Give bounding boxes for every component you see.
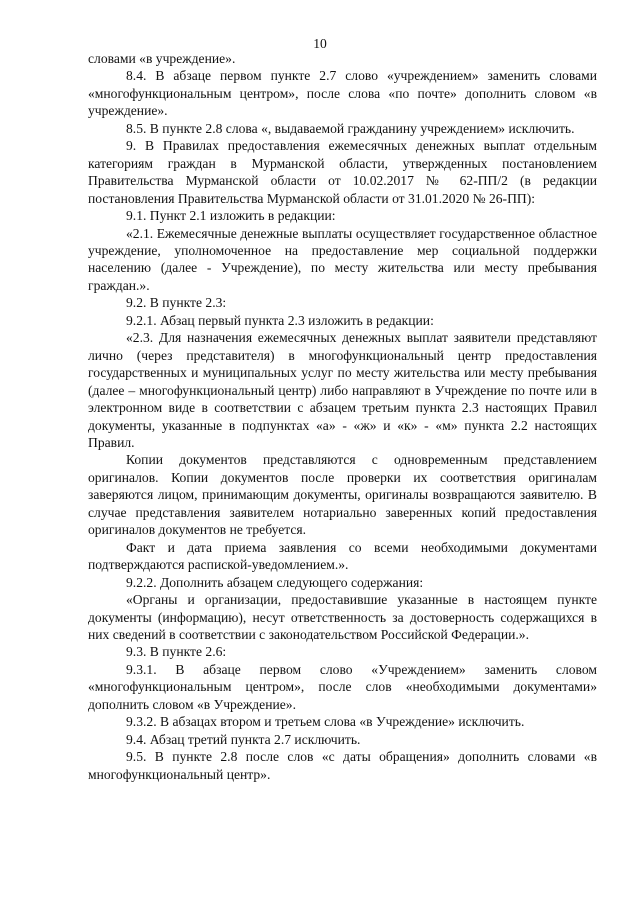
page-number: 10 [313,36,327,51]
paragraph: Копии документов представляются с одновременным представлением оригиналов. Копии документов после проверки их соответствия оригиналам заверяются лицом, принимающим документы, оригиналы возвращаются заявителю. В случае представления заявителем нотариально заверенных копий предоставления оригиналов документов не требуется. [88,452,597,538]
paragraph: 9.1. Пункт 2.1 изложить в редакции: [126,208,336,224]
paragraph: 9.2.2. Дополнить абзацем следующего содержания: [126,574,424,590]
paragraph: «2.1. Ежемесячные денежные выплаты осуществляет государственное областное учреждение, уполномоченное на предоставление мер социальной поддержки населению (далее - Учреждение), по месту жительства или месту пребывания граждан.». [88,225,597,293]
paragraph: 9. В Правилах предоставления ежемесячных денежных выплат отдельным категориям граждан в Мурманской области, утвержденных постановлением Правительства Мурманской области от 10.02.2017 № 62-ПП/2 (в редакции постановления Правительства Мурманской области от 31.01.2020 № 26-ПП): [88,138,597,206]
paragraph: «Органы и организации, предоставившие указанные в настоящем пункте документы (информацию), несут ответственность за достоверность содержащихся в них сведений в соответствии с законодательством Российской Федерации.». [88,592,597,642]
paragraph: 8.5. В пункте 2.8 слова «, выдаваемой гражданину учреждением» исключить. [126,120,575,136]
paragraph: 9.2.1. Абзац первый пункта 2.3 изложить в редакции: [126,312,434,328]
paragraph: 9.3. В пункте 2.6: [126,644,227,660]
paragraph: «2.3. Для назначения ежемесячных денежных выплат заявители представляют лично (через представителя) в многофункциональный центр предоставления государственных и муниципальных услуг по месту жительства или месту пребывания (далее – многофункциональный центр) либо направляют в Учреждение по почте или в электронном виде в соответствии с абзацем третьим пункта 2.3 настоящих Правил документы, указанные в подпунктах «а» - «ж» и «к» - «м» пункта 2.2 настоящих Правил. [88,330,597,450]
paragraph: 9.2. В пункте 2.3: [126,295,227,311]
paragraph: 9.3.1. В абзаце первом слово «Учреждением» заменить словом «многофункциональным центром», после слов «необходимыми документами» дополнить словом «в Учреждение». [88,661,597,712]
paragraph: 9.4. Абзац третий пункта 2.7 исключить. [126,731,361,747]
paragraph: 9.5. В пункте 2.8 после слов «с даты обращения» дополнить словами «в многофункциональный центр». [88,749,597,782]
paragraph: 9.3.2. В абзацах втором и третьем слова «в Учреждение» исключить. [126,714,525,730]
paragraph: Факт и дата приема заявления со всеми необходимыми документами подтверждаются распиской-уведомлением.». [88,539,597,573]
paragraph: 8.4. В абзаце первом пункте 2.7 слово «учреждением» заменить словами «многофункциональным центром», после слова «по почте» дополнить словом «в учреждение». [88,68,597,119]
document-body [88,50,597,783]
paragraph: словами «в учреждение». [88,51,236,66]
